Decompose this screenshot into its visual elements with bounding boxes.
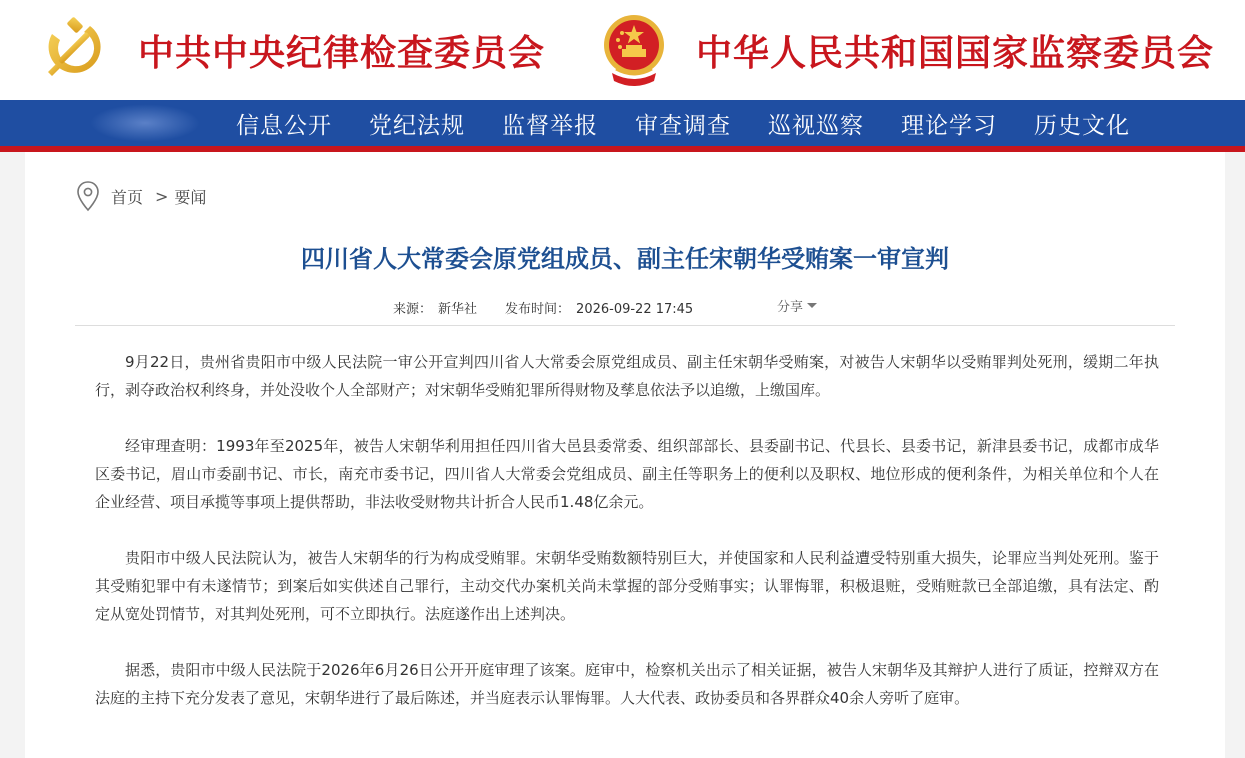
share-button[interactable]	[777, 296, 817, 315]
hammer-sickle-icon	[38, 14, 110, 86]
article-paragraph: 贵阳市中级人民法院认为，被告人宋朝华的行为构成受贿罪。宋朝华受贿数额特别巨大，并使国家和人民利益遭受特别重大损失，论罪应当判处死刑。鉴于其受贿犯罪中有未遂情节；到案后如实供述自己罪行，主动交代办案机关尚未掌握的部分受贿事实；认罪悔罪，积极退赃，受贿赃款已全部追缴，具有法定、酌定从宽处罚情节，对其判处死刑，可不立即执行。法庭遂作出上述判决。	[95, 549, 1159, 623]
article-title: 四川省人大常委会原党组成员、副主任宋朝华受贿案一审宣判	[301, 245, 949, 273]
breadcrumb-home[interactable]: 首页	[111, 187, 144, 207]
chevron-down-icon	[807, 303, 817, 308]
nav-decoration	[90, 104, 200, 142]
ccdi-title: 中共中央纪律检查委员会	[138, 31, 546, 74]
source-value: 新华社	[438, 302, 478, 317]
site-header	[0, 0, 1245, 100]
nav-item-supervision-report[interactable]: 监督举报	[502, 112, 598, 139]
breadcrumb	[75, 180, 206, 212]
main-nav	[0, 100, 1245, 152]
time-group	[505, 298, 693, 317]
share-label: 分享	[777, 300, 804, 315]
article-paragraph: 据悉，贵阳市中级人民法院于2026年6月26日公开开庭审理了该案。庭审中，检察机关出示了相关证据，被告人宋朝华及其辩护人进行了质证，控辩双方在法庭的主持下充分发表了意见，宋朝华进行了最后陈述，并当庭表示认罪悔罪。人大代表、政协委员和各界群众40余人旁听了庭审。	[95, 661, 1159, 707]
nsc-title: 中华人民共和国国家监察委员会	[696, 31, 1215, 74]
nav-item-info-disclosure[interactable]: 信息公开	[236, 112, 332, 139]
nav-item-theory-study[interactable]: 理论学习	[901, 112, 997, 139]
article-body	[95, 348, 1159, 740]
article-paragraph: 经审理查明：1993年至2025年，被告人宋朝华利用担任四川省大邑县委常委、组织部部长、县委副书记、代县长、县委书记，新津县委书记，成都市成华区委书记，眉山市委副书记、市长，南充市委书记，四川省人大常委会党组成员、副主任等职务上的便利以及职权、地位形成的便利条件，为相关单位和个人在企业经营、项目承揽等事项上提供帮助，非法收受财物共计折合人民币1.48亿余元。	[95, 437, 1159, 511]
source-label: 来源：	[393, 302, 433, 317]
source-group	[393, 298, 477, 317]
nav-item-party-regulations[interactable]: 党纪法规	[369, 112, 465, 139]
ccdi-brand[interactable]	[38, 0, 545, 100]
national-emblem-icon	[598, 11, 670, 89]
nav-item-inspection[interactable]: 巡视巡察	[768, 112, 864, 139]
article-meta	[393, 298, 721, 317]
breadcrumb-separator: >	[155, 186, 169, 206]
breadcrumb-current[interactable]: 要闻	[174, 187, 207, 207]
nav-item-investigation[interactable]: 审查调查	[635, 112, 731, 139]
time-label: 发布时间：	[505, 302, 571, 317]
time-value: 2026-09-22 17:45	[576, 302, 694, 317]
location-pin-icon	[75, 180, 101, 212]
article-paragraph: 9月22日，贵州省贵阳市中级人民法院一审公开宣判四川省人大常委会原党组成员、副主任宋朝华受贿案，对被告人宋朝华以受贿罪判处死刑，缓期二年执行，剥夺政治权利终身，并处没收个人全部财产；对宋朝华受贿犯罪所得财物及孳息依法予以追缴，上缴国库。	[95, 353, 1159, 399]
nav-list	[236, 100, 1167, 146]
nav-item-history-culture[interactable]: 历史文化	[1034, 112, 1130, 139]
nsc-brand[interactable]	[598, 0, 1214, 100]
divider	[75, 325, 1175, 326]
article-container	[25, 152, 1225, 758]
